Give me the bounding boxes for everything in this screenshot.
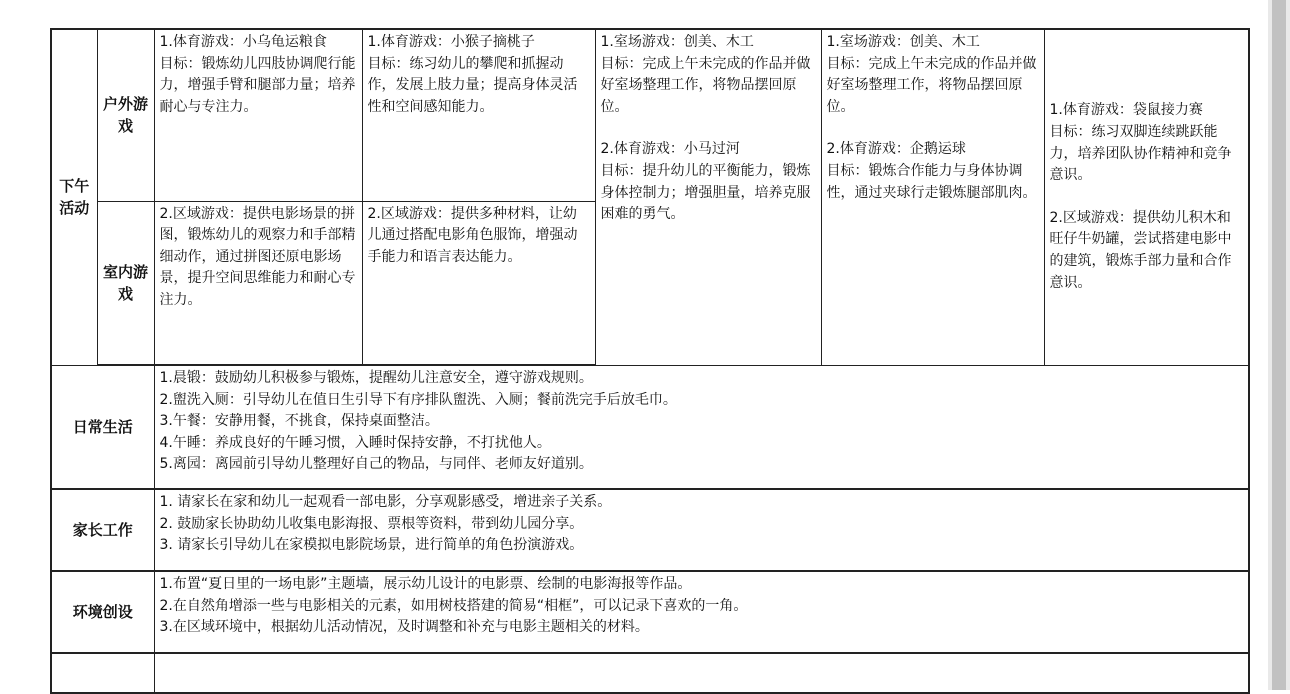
- col1-indoor-cell: [154, 201, 362, 365]
- afternoon-activity-label: 下午活动: [51, 29, 97, 365]
- col3-part2-text: 2.体育游戏：小马过河 目标：提升幼儿的平衡能力，锻炼身体控制力；增强胆量，培养克服困难的勇气。: [600, 141, 811, 223]
- col5-cell: [1044, 29, 1249, 365]
- environment-item: 3.在区域环境中，根据幼儿活动情况，及时调整和补充与电影主题相关的材料。: [159, 619, 649, 636]
- col5-part1-text: 1.体育游戏：袋鼠接力赛 目标：练习双脚连续跳跃能力，培养团队协作精神和竞争意识。: [1049, 102, 1232, 184]
- spacer: [827, 118, 1039, 139]
- col4-part1-text: 1.室场游戏：创美、木工 目标：完成上午未完成的作品并做好室场整理工作，将物品摆回原位。: [826, 34, 1037, 115]
- parent-work-label: 家长工作: [51, 489, 154, 571]
- environment-item: 2.在自然角增添一些与电影相关的元素，如用树枝搭建的简易“相框”，可以记录下喜欢的一角。: [159, 597, 748, 614]
- weekly-plan-table: [50, 28, 1250, 694]
- spacer: [1050, 187, 1244, 208]
- daily-life-item: 5.离园：离园前引导幼儿整理好自己的物品，与同伴、老师友好道别。: [159, 456, 593, 473]
- col2-outdoor-cell: [362, 29, 595, 201]
- col5-part2-text: 2.区域游戏：提供幼儿积木和旺仔牛奶罐，尝试搭建电影中的建筑，锻炼手部力量和合作意识。: [1049, 209, 1232, 291]
- col1-outdoor-cell: [154, 29, 362, 201]
- col3-part1-text: 1.室场游戏：创美、木工 目标：完成上午未完成的作品并做好室场整理工作，将物品摆回原位。: [600, 34, 811, 115]
- daily-life-item: 1.晨锻：鼓励幼儿积极参与锻炼，提醒幼儿注意安全，遵守游戏规则。: [159, 370, 593, 386]
- next-row-content-cell: [154, 653, 1249, 693]
- col2-indoor-text: 2.区域游戏：提供多种材料，让幼儿通过搭配电影角色服饰，增强动手能力和语言表达能力。: [367, 205, 578, 265]
- outdoor-game-label: 户外游戏: [97, 29, 154, 201]
- indoor-game-label: 室内游戏: [97, 201, 154, 365]
- col3-cell: [595, 29, 821, 365]
- daily-life-content: [154, 365, 1249, 489]
- col4-cell: [821, 29, 1044, 365]
- parent-work-content: [154, 489, 1249, 571]
- parent-work-item: 3. 请家长引导幼儿在家模拟电影院场景，进行简单的角色扮演游戏。: [159, 537, 584, 554]
- col2-indoor-cell: [362, 201, 595, 365]
- col4-part2-text: 2.体育游戏：企鹅运球 目标：锻炼合作能力与身体协调性，通过夹球行走锻炼腿部肌肉。: [826, 141, 1037, 201]
- environment-item: 1.布置“夏日里的一场电影”主题墙，展示幼儿设计的电影票、绘制的电影海报等作品。: [159, 576, 692, 592]
- col1-indoor-text: 2.区域游戏：提供电影场景的拼图，锻炼幼儿的观察力和手部精细动作，通过拼图还原电影场景，提升空间思维能力和耐心专注力。: [159, 205, 356, 308]
- daily-life-item: 3.午餐：安静用餐，不挑食，保持桌面整洁。: [159, 413, 439, 430]
- environment-content: [154, 571, 1249, 653]
- environment-label: 环境创设: [51, 571, 154, 653]
- col1-outdoor-text: 1.体育游戏：小乌龟运粮食 目标：锻炼幼儿四肢协调爬行能力，增强手臂和腿部力量；培养耐心与专注力。: [159, 34, 356, 115]
- next-row-label-cell: [51, 653, 154, 693]
- daily-life-item: 2.盥洗入厕：引导幼儿在值日生引导下有序排队盥洗、入厕；餐前洗完手后放毛巾。: [159, 391, 677, 408]
- parent-work-item: 1. 请家长在家和幼儿一起观看一部电影，分享观影感受，增进亲子关系。: [159, 494, 612, 510]
- daily-life-label: 日常生活: [51, 365, 154, 489]
- col2-outdoor-text: 1.体育游戏：小猴子摘桃子 目标：练习幼儿的攀爬和抓握动作，发展上肢力量；提高身体灵活性和空间感知能力。: [367, 34, 578, 115]
- parent-work-item: 2. 鼓励家长协助幼儿收集电影海报、票根等资料，带到幼儿园分享。: [159, 515, 584, 532]
- daily-life-item: 4.午睡：养成良好的午睡习惯，入睡时保持安静，不打扰他人。: [159, 434, 551, 451]
- scrollbar-thumb[interactable]: [1272, 0, 1286, 690]
- spacer: [601, 118, 816, 139]
